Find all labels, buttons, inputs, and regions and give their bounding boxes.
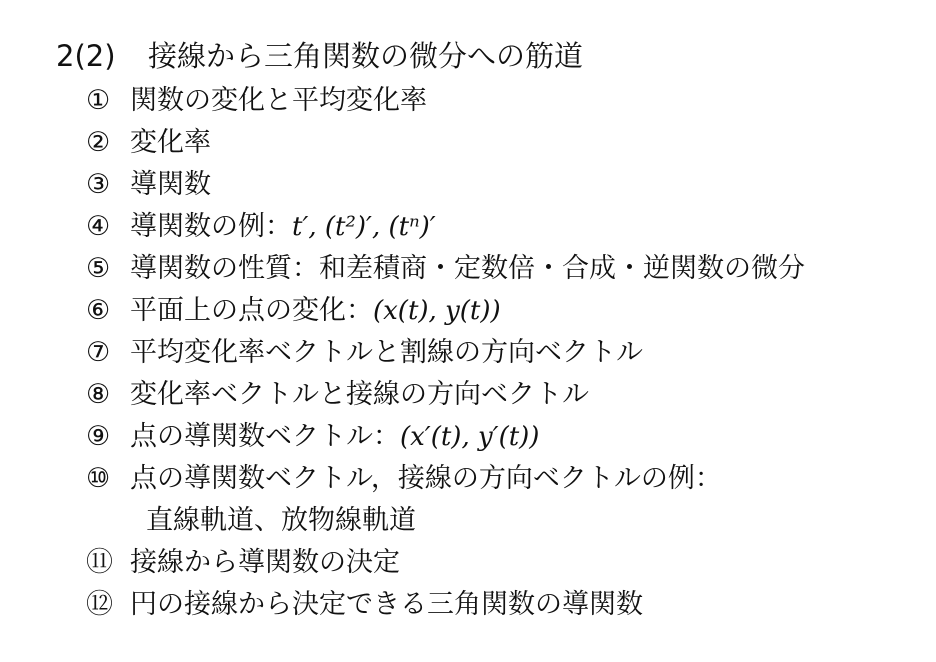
item-text: 導関数 — [130, 169, 211, 200]
item-text: 点の導関数ベクトル，接線の方向ベクトルの例： — [130, 463, 722, 494]
item-number: ⑩ — [86, 463, 111, 494]
item-text: 関数の変化と平均変化率 — [130, 85, 427, 116]
outline-item — [86, 374, 805, 416]
item-text: 平均変化率ベクトルと割線の方向ベクトル — [130, 337, 643, 368]
item-math: (x(t), y(t)) — [373, 296, 501, 326]
item-number: ⑦ — [86, 337, 111, 368]
outline-item — [86, 248, 805, 290]
item-text: 導関数の性質：和差積商・定数倍・合成・逆関数の微分 — [130, 253, 805, 284]
outline-item-continuation — [86, 500, 805, 542]
item-number: ⑤ — [86, 253, 111, 284]
item-math: (x′(t), y′(t)) — [400, 422, 540, 452]
item-number: ③ — [86, 169, 111, 200]
section-title: 接線から三角関数の微分への筋道 — [148, 39, 584, 73]
item-number: ⑧ — [86, 379, 111, 410]
outline-item — [86, 80, 805, 122]
outline-item — [86, 458, 805, 500]
item-number: ② — [86, 127, 111, 158]
outline-item — [86, 206, 805, 248]
outline-item — [86, 542, 805, 584]
section-number: 2(2) — [56, 39, 116, 73]
item-number: ⑫ — [86, 589, 113, 620]
outline-list — [86, 80, 805, 626]
outline-item — [86, 164, 805, 206]
item-text: 平面上の点の変化： — [130, 295, 373, 326]
item-number: ⑥ — [86, 295, 111, 326]
item-number: ⑨ — [86, 421, 111, 452]
outline-item — [86, 584, 805, 626]
item-number: ⑪ — [86, 547, 113, 578]
item-text: 接線から導関数の決定 — [130, 547, 400, 578]
item-text: 変化率 — [130, 127, 211, 158]
item-text: 点の導関数ベクトル： — [130, 421, 400, 452]
section-heading — [56, 34, 583, 78]
outline-item — [86, 122, 805, 164]
item-number: ① — [86, 85, 111, 116]
outline-item — [86, 416, 805, 458]
item-text: 円の接線から決定できる三角関数の導関数 — [130, 589, 643, 620]
outline-item — [86, 332, 805, 374]
item-number: ④ — [86, 211, 111, 242]
item-math: t′, (t²)′, (tⁿ)′ — [292, 212, 436, 242]
outline-item — [86, 290, 805, 332]
item-text: 直線軌道、放物線軌道 — [146, 505, 416, 536]
item-text: 導関数の例： — [130, 211, 292, 242]
item-text: 変化率ベクトルと接線の方向ベクトル — [130, 379, 589, 410]
